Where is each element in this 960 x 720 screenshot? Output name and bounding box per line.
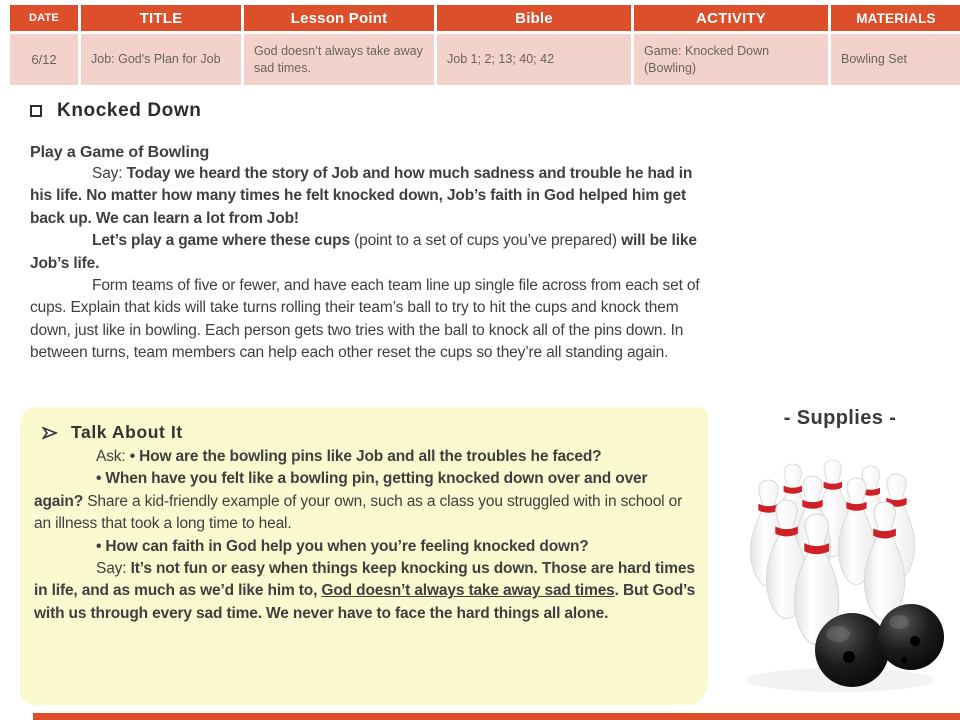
talk-about-it-box <box>20 407 708 705</box>
cell-bible: Job 1; 2; 13; 40; 42 <box>437 34 631 85</box>
lesson-table <box>10 5 960 85</box>
cell-materials: Bowling Set <box>831 34 960 85</box>
bowling-set-image <box>732 458 947 710</box>
col-header-title: TITLE <box>81 5 241 31</box>
col-header-bible: Bible <box>437 5 631 31</box>
col-header-activity: ACTIVITY <box>634 5 828 31</box>
col-header-lesson-point: Lesson Point <box>244 5 434 31</box>
section-heading-row <box>30 100 708 122</box>
talk-heading-row <box>42 422 696 443</box>
paragraph-say-intro: Say: Today we heard the story of Job and how much sadness and trouble he had in his life. No matter how many times he felt knocked down, Job’s faith in God helped him get back up. We can learn a lot from Job! <box>30 165 693 227</box>
talk-question-1: Ask: • How are the bowling pins like Job and all the troubles he faced? <box>96 448 602 465</box>
col-header-materials: MATERIALS <box>831 5 960 31</box>
supplies-label: - Supplies - <box>783 407 897 429</box>
checkbox-icon <box>30 105 42 117</box>
cell-lesson-point: God doesn’t always take away sad times. <box>244 34 434 85</box>
col-header-date: DATE <box>10 5 78 31</box>
talk-say-closing: Say: It’s not fun or easy when things keep knocking us down. Those are hard times in life, and as much as we’d like him to, God doesn’t always take away sad times. But God’s with us through every sad time. We never have to face the hard things all alone. <box>34 560 696 622</box>
section-heading: Knocked Down <box>57 100 202 121</box>
talk-question-2: • When have you felt like a bowling pin, getting knocked down over and over again? Share a kid-friendly example of your own, such as a class you struggled with in school or an illness that took a long time to heal. <box>34 470 683 533</box>
talk-question-3: • How can faith in God help you when you’re feeling knocked down? <box>96 537 589 555</box>
cell-activity: Game: Knocked Down (Bowling) <box>634 34 828 85</box>
talk-heading: Talk About It <box>71 422 183 442</box>
arrow-bullet-icon <box>42 426 58 440</box>
paragraph-cups: Let’s play a game where these cups (point to a set of cups you’ve prepared) will be like Job’s life. <box>30 232 697 272</box>
activity-section <box>30 100 708 365</box>
activity-title: Play a Game of Bowling <box>30 144 210 161</box>
cell-date: 6/12 <box>10 34 78 85</box>
bottom-accent-bar <box>33 713 960 720</box>
paragraph-form-teams: Form teams of five or fewer, and have each team line up single file across from each set of cups. Explain that kids will take turns rolling their team’s ball to try to hit the cups and knock them down, just like in bowling. Each person gets two tries with the ball to knock all of the pins down. In between turns, team members can help each other reset the cups so they’re all standing again. <box>30 277 700 362</box>
cell-title: Job: God's Plan for Job <box>81 34 241 85</box>
